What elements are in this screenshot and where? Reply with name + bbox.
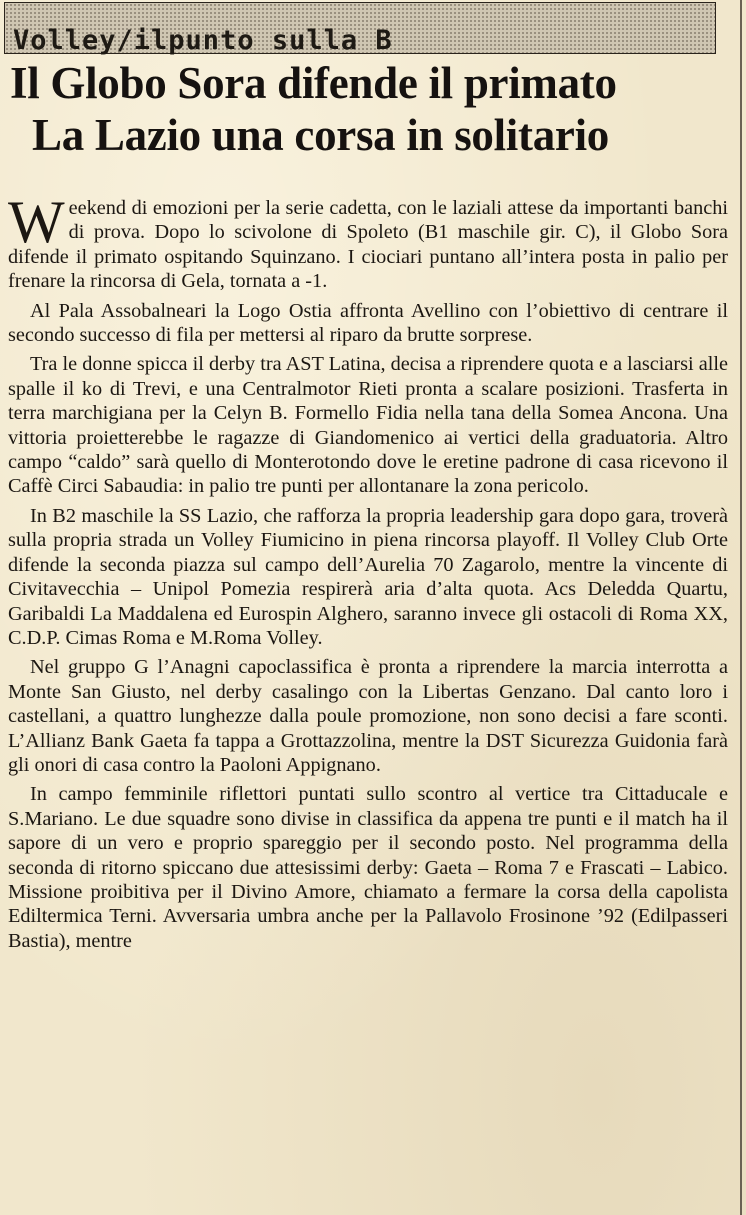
article-paragraph: Tra le donne spicca il derby tra AST Latina, decisa a riprendere quota e a lasciarsi alle spalle il ko di Trevi, e una Centralmotor Rieti pronta a scalare posizioni. Trasferta in terra marchigiana per la Celyn B. Formello Fidia nella tana della Somea Ancona. Una vittoria proietterebbe le ragazze di Giandomenico ai vertici della graduatoria. Altro campo “caldo” sarà quello di Monterotondo dove le eretine padrone di casa ricevono il Caffè Circi Sabaudia: in palio tre punti per allontanare la zona pericolo. bbox=[8, 353, 728, 498]
paragraph-text: eekend di emozioni per la serie cadetta, con le laziali attese da importanti banchi di prova. Dopo lo scivolone di Spoleto (B1 maschile gir. C), il Globo Sora difende il primato ospitando Squinzano. I ciociari puntano all’intera posta in palio per frenare la rincorsa di Gela, tornata a -1. bbox=[8, 197, 728, 293]
kicker-band bbox=[4, 2, 716, 54]
article-paragraph: Nel gruppo G l’Anagni capoclassifica è pronta a riprendere la marcia interrotta a Monte San Giusto, nel derby casalingo con la Libertas Genzano. Dal canto loro i castellani, a quattro lunghezze dalla poule promozione, non sono decisi a fare sconti. L’Allianz Bank Gaeta fa tappa a Grottazzolina, mentre la DST Sicurezza Guidonia farà gli onori di casa contro la Paoloni Appignano. bbox=[8, 656, 728, 776]
headline-line-2: La Lazio una corsa in solitario bbox=[32, 110, 609, 160]
headline-line-1: Il Globo Sora difende il primato bbox=[10, 58, 617, 108]
article-paragraph: In campo femminile riflettori puntati sullo scontro al vertice tra Cittaducale e S.Mariano. Le due squadre sono divise in classifica da appena tre punti e il match ha il sapore di un vero e proprio spareggio per il secondo posto. Nel programma della seconda di ritorno spiccano due attesissimi derby: Gaeta – Roma 7 e Frascati – Labico. Missione proibitiva per il Divino Amore, chiamato a fermare la corsa della capolista Ediltermica Terni. Avversaria umbra anche per la Pallavolo Frosinone ’92 (Edilpasseri Bastia), mentre bbox=[8, 783, 728, 952]
column-rule bbox=[740, 0, 742, 1215]
article-paragraph: Al Pala Assobalneari la Logo Ostia affronta Avellino con l’obiettivo di centrare il secondo successo di fila per mettersi al riparo da brutte sorprese. bbox=[8, 299, 728, 347]
section-kicker: Volley/ilpunto sulla B bbox=[13, 25, 393, 56]
article-paragraph bbox=[8, 189, 728, 294]
article-paragraph: In B2 maschile la SS Lazio, che rafforza la propria leadership gara dopo gara, troverà sulla propria strada un Volley Fiumicino in piena rincorsa playoff. Il Volley Club Orte difende la seconda piazza sul campo dell’Aurelia 70 Zagarolo, mentre la vincente di Civitavecchia – Unipol Pomezia respirerà aria d’alta quota. Acs Deledda Quartu, Garibaldi La Maddalena ed Eurospin Alghero, saranno invece gli ostacoli di Roma XX, C.D.P. Cimas Roma e M.Roma Volley. bbox=[8, 504, 728, 649]
drop-cap: W bbox=[8, 189, 65, 255]
article-body bbox=[8, 189, 728, 958]
